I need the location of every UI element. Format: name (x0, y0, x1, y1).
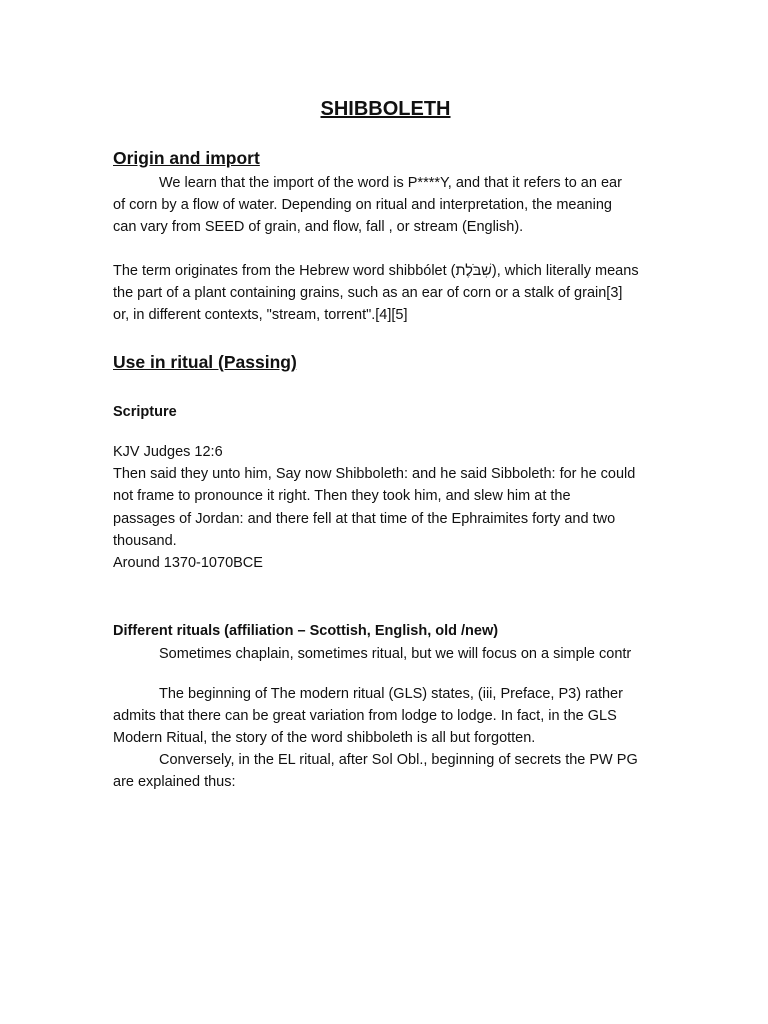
text-line: Sometimes chaplain, sometimes ritual, but we will focus on a simple contr (159, 646, 632, 662)
paragraph-origin-2 (113, 260, 658, 327)
document-title: SHIBBOLETH (320, 98, 451, 120)
text-line: are explained thus: (113, 774, 236, 791)
paragraph-el-ritual (113, 749, 658, 793)
text-line: thousand. (113, 532, 177, 549)
text-line: not frame to pronounce it right. Then they took him, and slew him at the (113, 488, 571, 505)
text-line: the part of a plant containing grains, such as an ear of corn or a stalk of grain[3] (113, 285, 623, 302)
paragraph-scripture (113, 441, 658, 574)
paragraph-different-rituals (113, 643, 658, 665)
text-line: Modern Ritual, the story of the word shibboleth is all but forgotten. (113, 730, 536, 747)
text-line: We learn that the import of the word is P****Y, and that it refers to an ear (159, 175, 622, 191)
text-line: Then said they unto him, Say now Shibboleth: and he said Sibboleth: for he could (113, 466, 636, 483)
heading-use-in-ritual: Use in ritual (Passing) (113, 352, 297, 372)
text-line: The beginning of The modern ritual (GLS) states, (iii, Preface, P3) rather (159, 686, 623, 702)
text-line: of corn by a flow of water. Depending on ritual and interpretation, the meaning (113, 197, 612, 214)
text-line: can vary from SEED of grain, and flow, fall , or stream (English). (113, 219, 524, 236)
text-line: Conversely, in the EL ritual, after Sol Obl., beginning of secrets the PW PG (159, 752, 638, 768)
text-line: Around 1370-1070BCE (113, 555, 263, 572)
paragraph-origin-1 (113, 172, 658, 239)
text-line: or, in different contexts, "stream, torrent".[4][5] (113, 307, 408, 324)
text-line: passages of Jordan: and there fell at that time of the Ephraimites forty and two (113, 510, 616, 527)
heading-different-rituals: Different rituals (affiliation – Scottish, English, old /new) (113, 623, 499, 639)
heading-scripture: Scripture (113, 404, 177, 420)
text-line: The term originates from the Hebrew word shibbólet (שִׁבֹּלֶת), which literally means (113, 263, 639, 279)
text-line: admits that there can be great variation from lodge to lodge. In fact, in the GLS (113, 708, 617, 725)
paragraph-modern-ritual (113, 683, 658, 750)
heading-origin-and-import: Origin and import (113, 148, 260, 168)
text-line: KJV Judges 12:6 (113, 444, 223, 460)
